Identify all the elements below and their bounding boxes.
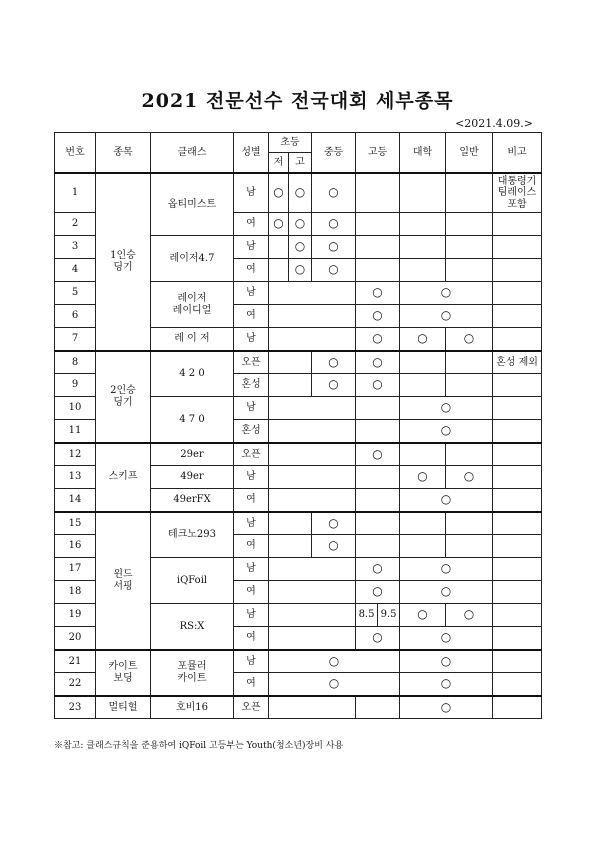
- eligible-mark: ○: [440, 676, 452, 690]
- row-no: 10: [55, 397, 96, 420]
- row-no: 12: [55, 443, 96, 466]
- eligible-mark: ○: [372, 584, 383, 599]
- gender-cell: 남: [234, 466, 269, 489]
- eligible-mark: ○: [328, 653, 340, 668]
- gender-cell: 남: [234, 397, 269, 420]
- class-cell: 레이저4.7: [151, 236, 234, 282]
- header-event: 종목: [96, 133, 151, 173]
- class-cell: 호비16: [151, 696, 234, 719]
- row-no: 9: [55, 374, 96, 397]
- eligible-mark: ○: [440, 285, 452, 300]
- table-row: [55, 173, 542, 213]
- row-no: 8: [55, 351, 96, 374]
- class-cell: 레이저 레이디얼: [151, 282, 234, 328]
- gender-cell: 여: [234, 259, 269, 282]
- eligible-mark: ○: [417, 469, 428, 484]
- gender-cell: 혼성: [234, 374, 269, 397]
- class-cell: RS:X: [151, 604, 234, 650]
- gender-cell: 남: [234, 604, 269, 627]
- rsx-high-b: 9.5: [378, 604, 400, 627]
- gender-cell: 여: [234, 489, 269, 512]
- class-cell: 레 이 저: [151, 328, 234, 351]
- header-middle: 중등: [312, 133, 356, 173]
- eligible-mark: ○: [440, 308, 452, 323]
- gender-cell: 혼성: [234, 420, 269, 443]
- eligible-mark: ○: [372, 285, 383, 300]
- event-group: 카이트 보딩: [96, 650, 151, 696]
- row-no: 19: [55, 604, 96, 627]
- row-no: 22: [55, 673, 96, 696]
- eligible-mark: ○: [372, 331, 383, 345]
- row-no: 3: [55, 236, 96, 259]
- eligible-mark: ○: [328, 538, 339, 553]
- eligible-mark: ○: [328, 676, 340, 690]
- eligible-mark: ○: [440, 492, 452, 506]
- row-no: 2: [55, 213, 96, 236]
- row-no: 11: [55, 420, 96, 443]
- eligible-mark: ○: [294, 239, 306, 254]
- table-row: [55, 443, 542, 466]
- gender-cell: 남: [234, 173, 269, 213]
- row-no: 18: [55, 581, 96, 604]
- eligible-mark: ○: [463, 469, 475, 484]
- gender-cell: 남: [234, 282, 269, 305]
- eligible-mark: ○: [372, 354, 383, 369]
- class-cell: 49erFX: [151, 489, 234, 512]
- class-cell: 옵티미스트: [151, 173, 234, 236]
- eligible-mark: ○: [328, 216, 339, 231]
- eligible-mark: ○: [372, 377, 383, 392]
- gender-cell: 오픈: [234, 696, 269, 719]
- remark-cell: 대통령기 팀레이스 포함: [493, 173, 542, 213]
- eligible-mark: ○: [372, 308, 383, 323]
- eligible-mark: ○: [328, 185, 339, 199]
- event-group: 윈드 서핑: [96, 512, 151, 650]
- row-no: 6: [55, 305, 96, 328]
- document-date: <2021.4.09.>: [455, 117, 533, 130]
- class-cell: 포뮬러 카이트: [151, 650, 234, 696]
- row-no: 5: [55, 282, 96, 305]
- class-cell: 4 7 0: [151, 397, 234, 443]
- gender-cell: 여: [234, 581, 269, 604]
- event-group: 1인승 딩기: [96, 173, 151, 351]
- class-cell: iQFoil: [151, 558, 234, 604]
- eligible-mark: ○: [273, 216, 284, 231]
- header-elem-high: 고: [289, 153, 312, 173]
- eligible-mark: ○: [294, 262, 306, 277]
- event-group: 스키프: [96, 443, 151, 512]
- eligible-mark: ○: [328, 354, 339, 369]
- table-row: [55, 696, 542, 719]
- eligible-mark: ○: [463, 607, 475, 622]
- eligible-mark: ○: [440, 561, 452, 576]
- row-no: 4: [55, 259, 96, 282]
- event-group: 2인승 딩기: [96, 351, 151, 443]
- row-no: 20: [55, 627, 96, 650]
- table-row: [55, 650, 542, 673]
- eligible-mark: ○: [328, 239, 339, 254]
- header-no: 번호: [55, 133, 96, 173]
- gender-cell: 남: [234, 558, 269, 581]
- eligible-mark: ○: [440, 630, 452, 644]
- row-no: 13: [55, 466, 96, 489]
- eligible-mark: ○: [440, 400, 452, 415]
- rsx-high-a: 8.5: [356, 604, 378, 627]
- eligible-mark: ○: [463, 331, 475, 345]
- header-row-1: [55, 133, 542, 153]
- eligible-mark: ○: [328, 515, 339, 530]
- row-no: 14: [55, 489, 96, 512]
- row-no: 15: [55, 512, 96, 535]
- header-elem-low: 저: [269, 153, 289, 173]
- class-cell: 29er: [151, 443, 234, 466]
- gender-cell: 여: [234, 305, 269, 328]
- eligible-mark: ○: [417, 607, 428, 622]
- table-row: [55, 351, 542, 374]
- event-group: 멀티헐: [96, 696, 151, 719]
- eligible-mark: ○: [440, 584, 452, 599]
- eligible-mark: ○: [372, 630, 383, 644]
- header-high: 고등: [356, 133, 400, 173]
- eligible-mark: ○: [294, 216, 306, 231]
- remark-cell: 혼성 제외: [493, 351, 542, 374]
- eligible-mark: ○: [372, 446, 383, 461]
- gender-cell: 여: [234, 673, 269, 696]
- gender-cell: 여: [234, 627, 269, 650]
- class-cell: 테크노293: [151, 512, 234, 558]
- row-no: 16: [55, 535, 96, 558]
- class-cell: 4 2 0: [151, 351, 234, 397]
- gender-cell: 오픈: [234, 351, 269, 374]
- gender-cell: 여: [234, 213, 269, 236]
- gender-cell: 남: [234, 236, 269, 259]
- row-no: 7: [55, 328, 96, 351]
- header-gender: 성별: [234, 133, 269, 173]
- gender-cell: 여: [234, 535, 269, 558]
- eligible-mark: ○: [273, 185, 284, 199]
- row-no: 1: [55, 173, 96, 213]
- row-no: 23: [55, 696, 96, 719]
- table-row: [55, 512, 542, 535]
- header-general: 일반: [446, 133, 493, 173]
- eligible-mark: ○: [294, 185, 306, 199]
- eligible-mark: ○: [328, 262, 339, 277]
- gender-cell: 남: [234, 650, 269, 673]
- gender-cell: 남: [234, 328, 269, 351]
- class-cell: 49er: [151, 466, 234, 489]
- eligible-mark: ○: [417, 331, 428, 345]
- gender-cell: 남: [234, 512, 269, 535]
- row-no: 21: [55, 650, 96, 673]
- eligible-mark: ○: [372, 561, 383, 576]
- footnote: ※참고: 클래스규칙을 준용하여 iQFoil 고등부는 Youth(청소년)장비 사용: [54, 741, 344, 751]
- eligible-mark: ○: [440, 653, 452, 668]
- header-class: 클래스: [151, 133, 234, 173]
- eligible-mark: ○: [328, 377, 339, 392]
- header-univ: 대학: [400, 133, 446, 173]
- events-table: [54, 132, 542, 719]
- header-remark: 비고: [493, 133, 542, 173]
- header-elementary: 초등: [269, 133, 312, 153]
- eligible-mark: ○: [440, 699, 452, 714]
- gender-cell: 오픈: [234, 443, 269, 466]
- eligible-mark: ○: [440, 423, 452, 437]
- row-no: 17: [55, 558, 96, 581]
- page-title: 2021 전문선수 전국대회 세부종목: [141, 90, 454, 112]
